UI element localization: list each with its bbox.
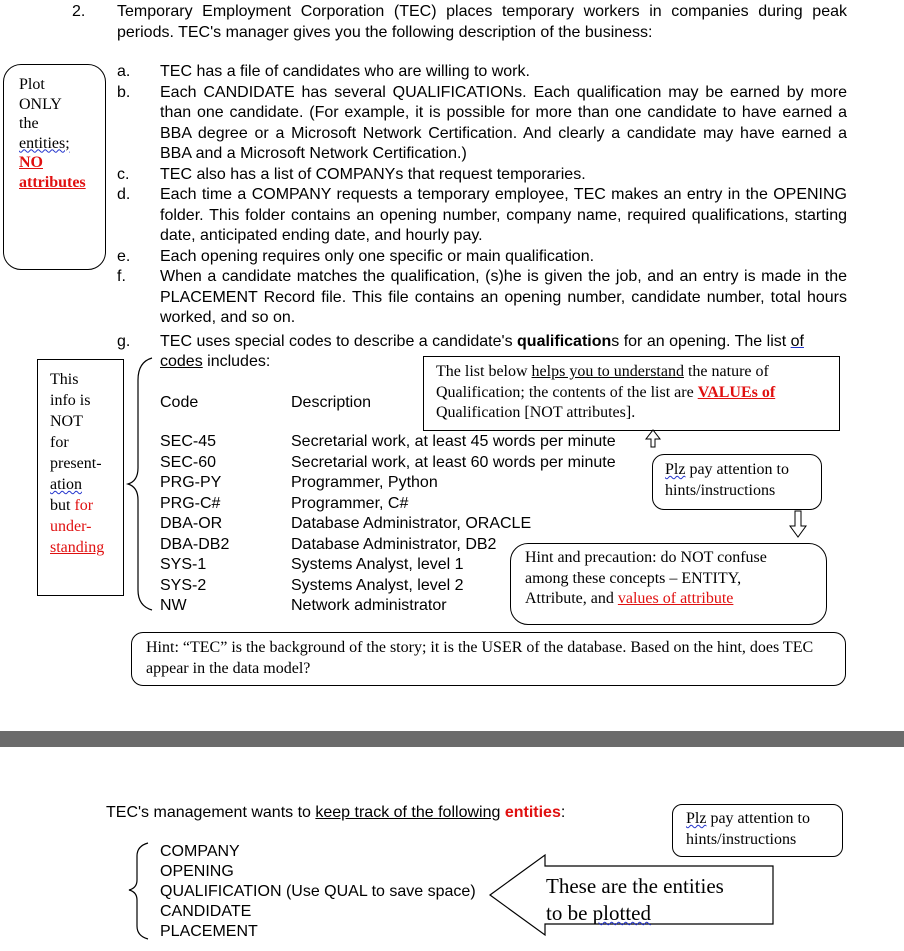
table-row: PRG-C# Programmer, C# [160, 494, 409, 512]
plz-attention-callout: Plz pay attention to hints/instructions [652, 454, 822, 510]
table-row: DBA-OR Database Administrator, ORACLE [160, 515, 532, 532]
code-header: Code [160, 394, 199, 411]
question-number: 2. [72, 3, 86, 20]
list-item: d. Each time a COMPANY requests a temporary employee, TEC makes an entry in the OPENING folder. This folder contains an opening number, company name, required qualifications, starting date, anticipated ending date, and hourly pay. [117, 186, 847, 244]
this-info-callout: This info is NOT for present- ation but for under- standing [37, 359, 124, 596]
list-item: c. TEC also has a list of COMPANYs that request temporaries. [117, 165, 586, 183]
hint-precaution-callout: Hint and precaution: do NOT confuse among these concepts – ENTITY, Attribute, and values of attribute [510, 543, 827, 625]
entity-list [160, 842, 476, 942]
list-item: f. When a candidate matches the qualification, (s)he is given the job, and an entry is made in the PLACEMENT Record file. This file contains an opening number, candidate number, total hours worked, and so on. [117, 268, 847, 326]
entities-arrow-text: These are the entities to be plotted [546, 874, 724, 925]
plot-only-callout: Plot ONLY the entities; NO attributes [3, 64, 106, 270]
list-below-callout: The list below helps you to understand the nature of Qualification; the contents of the list are VALUEs of Qualification [NOT attributes]. [423, 356, 840, 431]
list-item: QUALIFICATION (Use QUAL to save space) [160, 883, 476, 900]
hint-tec-callout: Hint: “TEC” is the background of the story; it is the USER of the database. Based on the hint, does TEC appear in the data model? [131, 632, 846, 686]
list-item: COMPANY [160, 843, 240, 860]
list-item: CANDIDATE [160, 903, 252, 920]
question-intro: Temporary Employment Corporation (TEC) places temporary workers in companies during peak periods. TEC's manager gives you the following description of the business: [117, 3, 847, 41]
list-item: a. TEC has a file of candidates who are willing to work. [117, 63, 530, 80]
table-row: SEC-60 Secretarial work, at least 60 words per minute [160, 453, 616, 471]
arrow-up-icon [646, 430, 660, 447]
table-row: DBA-DB2 Database Administrator, DB2 [160, 535, 497, 553]
table-row: SYS-2 Systems Analyst, level 2 [160, 576, 464, 594]
table-row: SEC-45 Secretarial work, at least 45 words per minute [160, 433, 616, 450]
left-brace-icon [128, 358, 152, 610]
list-item: OPENING [160, 863, 234, 880]
item-g-letter: g. [117, 333, 131, 350]
table-row: PRG-PY Programmer, Python [160, 474, 438, 491]
entities-lead: TEC's management wants to keep track of the following entities: [106, 804, 566, 821]
table-row: SYS-1 Systems Analyst, level 1 [160, 556, 464, 573]
plz-attention-callout: Plz pay attention to hints/instructions [672, 804, 843, 857]
description-header: Description [291, 394, 372, 411]
item-g-text: TEC uses special codes to describe a candidate's qualifications for an opening. The list of [160, 333, 804, 350]
table-row: NW Network administrator [160, 597, 447, 614]
list-item: PLACEMENT [160, 923, 258, 940]
section-divider [0, 731, 904, 747]
left-brace-icon [129, 843, 148, 939]
item-g-text-cont: codes includes: [160, 353, 271, 370]
list-item: b. Each CANDIDATE has several QUALIFICATIONs. Each qualification may be earned by more than one candidate. (For example, it is possible for more than one candidate to have earned a BBA degree or a Microsoft Network Certification. And clearly a candidate may have earned a BBA and a Microsoft Network Certification.) [117, 83, 847, 162]
arrow-down-icon [790, 511, 806, 537]
list-item: e. Each opening requires only one specific or main qualification. [117, 247, 595, 265]
